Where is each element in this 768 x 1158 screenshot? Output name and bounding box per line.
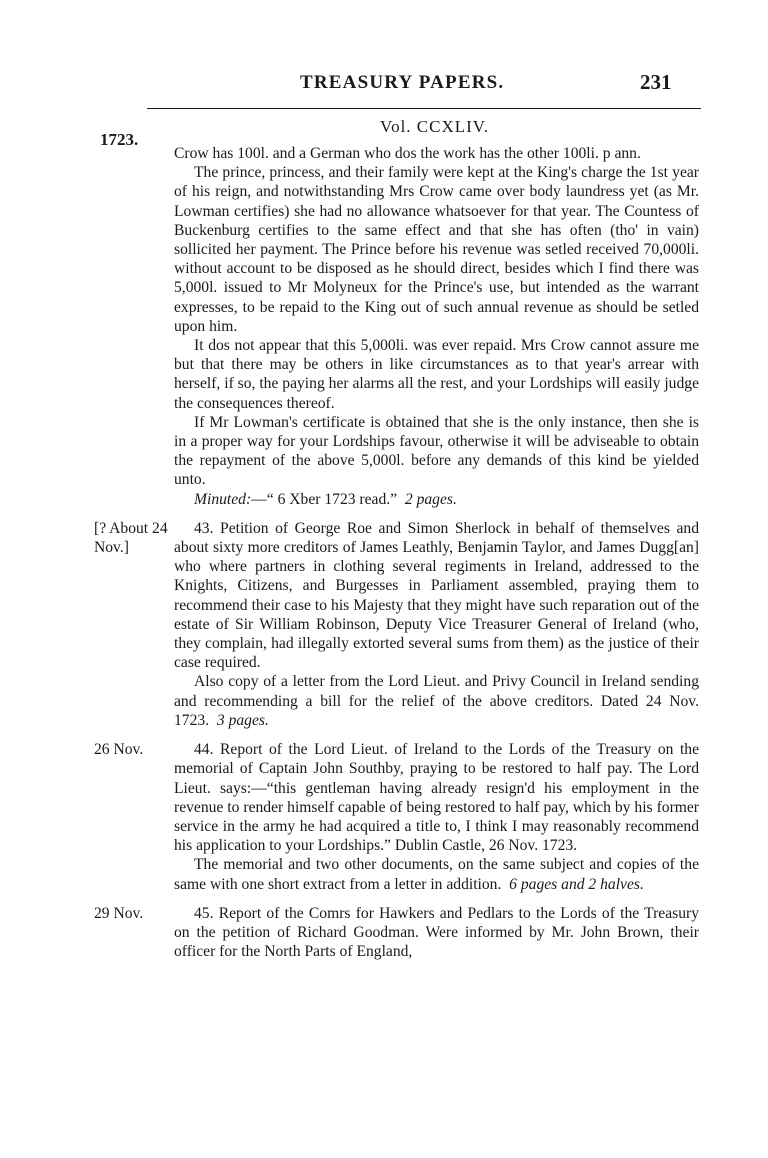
entry-pages: 6 pages and 2 halves. xyxy=(509,875,644,893)
margin-year: 1723. xyxy=(100,130,139,149)
minuted-label: Minuted: xyxy=(194,490,252,508)
entry-paragraph: The memorial and two other documents, on the same subject and copies of the same with one short extract from a letter in addition. 6 pages and 2 halves. xyxy=(174,856,699,893)
continuation-paragraph: It dos not appear that this 5,000li. was ever repaid. Mrs Crow cannot assure me but that there may be others in like circumstances as to that year's arrear with herself, if so, the paying her alarms all the rest, and your Lordships will easily judge the consequences thereof. xyxy=(174,337,699,412)
volume-heading: Vol. CCXLIV. xyxy=(380,117,490,136)
entry-paragraph: 44. Report of the Lord Lieut. of Ireland to the Lords of the Treasury on the memorial of Captain John Southby, praying to be restored to half pay. The Lord Lieut. says:—“this gentleman having already resign'd his employment in the revenue to render himself capable of being restored to half pay, which by his former service in the army he had acquired a title to, I think I may reasonably recommend his application to your Lordships.” Dublin Castle, 26 Nov. 1723. xyxy=(174,741,699,855)
entry-paragraph: 43. Petition of George Roe and Simon Sherlock in behalf of themselves and about sixty more creditors of James Leathly, Benjamin Taylor, and James Dugg[an] who where partners in clothing several regiments in Ireland, addressed to the Knights, Citizens, and Burgesses in Parliament assembled, praying them to recommend their case to his Majesty that they might have such reparation out of the estate of Sir William Robinson, Deputy Vice Treasurer General of Ireland (who, they complain, had illegally extorted several sums from them) as the justice of their case required. xyxy=(174,519,699,672)
minuted-text: —“ 6 Xber 1723 read.” xyxy=(251,490,398,508)
entry-44 xyxy=(94,740,699,894)
entry-43 xyxy=(94,519,699,730)
header-rule xyxy=(147,108,701,109)
entry-paragraph: Also copy of a letter from the Lord Lieut. and Privy Council in Ireland sending and recommending a bill for the relief of the above creditors. Dated 24 Nov. 1723. 3 pages. xyxy=(174,673,699,729)
entry-date: 26 Nov. xyxy=(94,741,144,759)
continuation-paragraph: If Mr Lowman's certificate is obtained that she is the only instance, then she is in a proper way for your Lordships favour, otherwise it will be adviseable to obtain the repayment of the above 5,000l. before any demands of this kind be yielded unto. xyxy=(174,413,699,489)
entry-45 xyxy=(94,904,699,962)
entry-date: 29 Nov. xyxy=(94,904,144,922)
minuted-line xyxy=(174,490,699,509)
entry-date: [? About 24 Nov.] xyxy=(94,519,168,557)
entry-pages: 3 pages. xyxy=(216,711,269,729)
page-header xyxy=(0,72,768,102)
page-body xyxy=(94,144,699,961)
page-number: 231 xyxy=(640,70,672,94)
continuation-paragraph: Crow has 100l. and a German who dos the work has the other 100li. p ann. xyxy=(174,145,641,162)
minuted-pages: 2 pages. xyxy=(404,490,457,508)
entry-paragraph: 45. Report of the Comrs for Hawkers and Pedlars to the Lords of the Treasury on the petition of Richard Goodman. Were informed by Mr. John Brown, their officer for the North Parts of England, xyxy=(174,904,699,961)
continuation-paragraph: The prince, princess, and their family were kept at the King's charge the 1st year of his reign, and notwithstanding Mrs Crow came over body laundress yet (as Mr. Lowman certifies) she had no allowance whatsoever for that year. The Countess of Buckenburg certifies to the same effect and that she has often (tho' in vain) sollicited her payment. The Prince before his revenue was setled received 70,000li. without account to be disposed as he should direct, besides which I find there was 5,000l. issued to Mr Molyneux for the Prince's use, but intended as the warrant expresses, to be repaid to the King out of such annual revenue as should be setled upon him. xyxy=(174,164,699,335)
running-title: TREASURY PAPERS. xyxy=(300,72,505,93)
